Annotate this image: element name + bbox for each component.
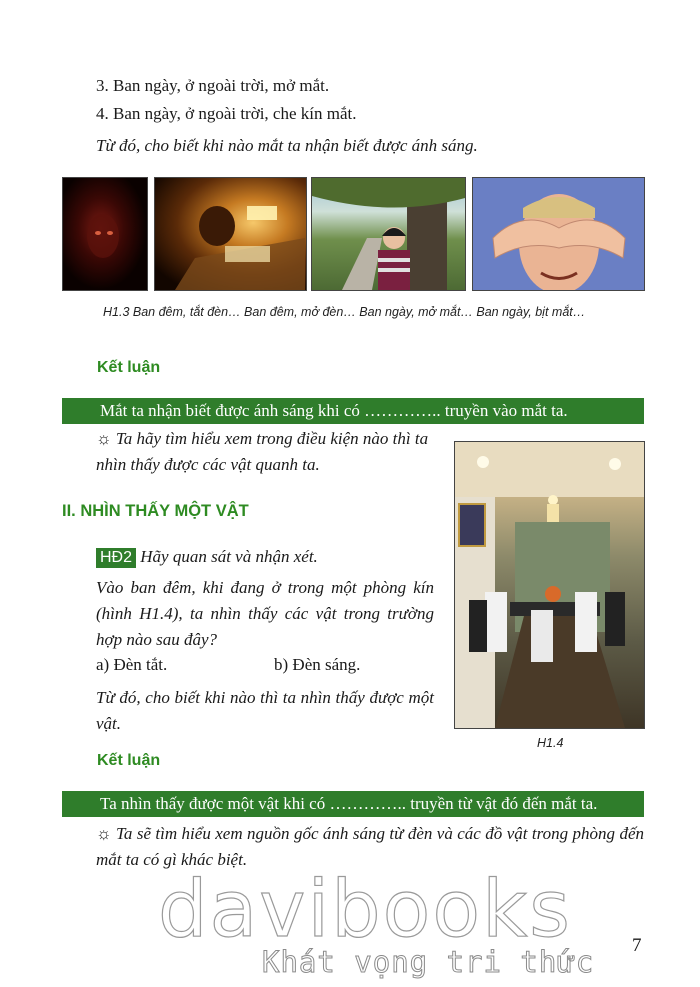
watermark-slogan: Khát vọng tri thức [262,945,595,979]
conclusion-text-2: Ta nhìn thấy được một vật khi có ………….. truyền từ vật đó đến mắt ta. [100,794,598,813]
explore-text-2: ☼ Ta sẽ tìm hiểu xem nguồn gốc ánh sáng từ đèn và các đồ vật trong phòng đến mắt ta có gì khác biệt. [96,824,644,869]
option-b: b) Đèn sáng. [274,655,361,674]
activity-instruction: Hãy quan sát và nhận xét. [140,547,318,566]
activity-tag: HĐ2 [96,548,136,568]
photo-dining-room [454,441,645,729]
question-text: Từ đó, cho biết khi nào mắt ta nhận biết được ánh sáng. [96,136,478,155]
list-item-4: 4. Ban ngày, ở ngoài trời, che kín mắt. [96,104,357,123]
explore-text: ☼ Ta hãy tìm hiểu xem trong điều kiện nào thì ta nhìn thấy được các vật quanh ta. [96,429,429,474]
conclusion-box [62,398,644,424]
conclusion-heading: Kết luận [97,359,161,376]
photo-day-eyes-open [311,177,466,291]
figure-caption-h1-3: H1.3 Ban đêm, tắt đèn… Ban đêm, mở đèn… Ban ngày, mở mắt… Ban ngày, bịt mắt… [103,305,586,319]
conclusion-box-2 [62,791,644,817]
page-number: 7 [632,935,642,956]
activity-followup: Từ đó, cho biết khi nào thì ta nhìn thấy được một vật. [96,688,434,733]
photo-night-lights-on [154,177,307,291]
photo-night-lights-off [62,177,148,291]
option-a: a) Đèn tắt. [96,655,168,674]
list-item-3: 3. Ban ngày, ở ngoài trời, mở mắt. [96,76,330,95]
photo-day-eyes-covered [472,177,645,291]
figure-caption-h1-4: H1.4 [537,736,564,750]
section-title: II. NHÌN THẤY MỘT VẬT [62,502,249,520]
watermark-brand: davibooks [158,865,572,955]
activity-question: Vào ban đêm, khi đang ở trong một phòng kín (hình H1.4), ta nhìn thấy các vật trong trường hợp nào sau đây? [96,578,434,649]
conclusion-text: Mắt ta nhận biết được ánh sáng khi có ………….. truyền vào mắt ta. [100,401,568,420]
conclusion-heading-2: Kết luận [97,752,161,769]
activity-line [96,544,318,570]
